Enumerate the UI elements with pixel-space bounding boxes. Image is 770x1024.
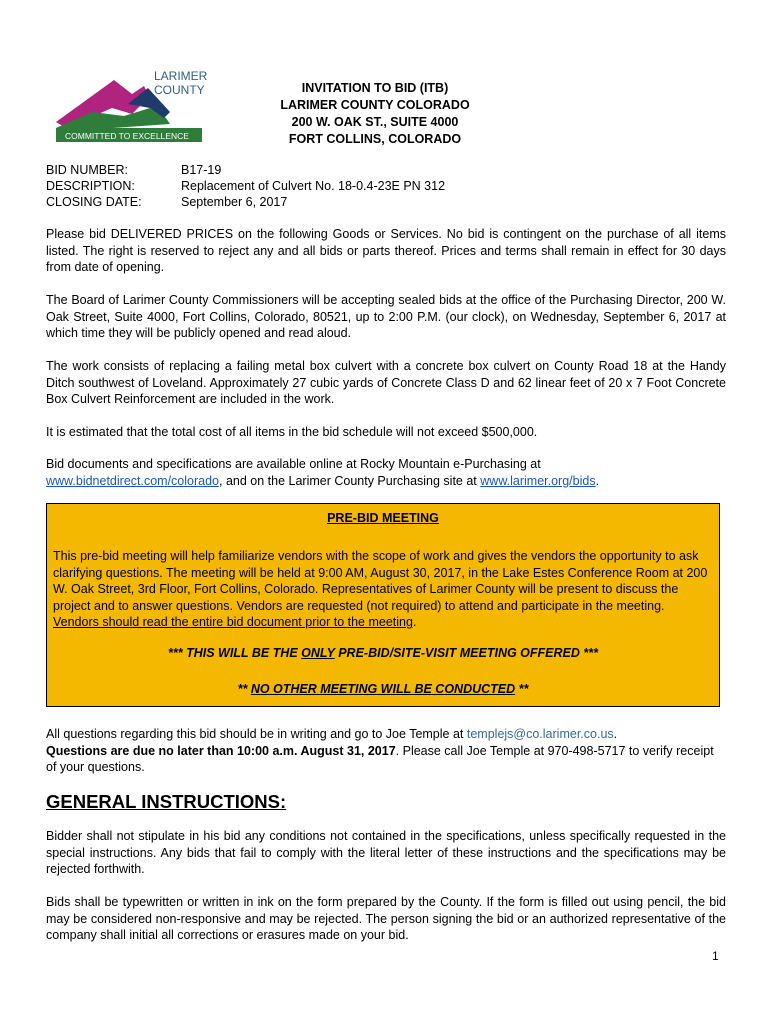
logo-line1: LARIMER: [154, 69, 208, 83]
no-other-text-a: **: [237, 681, 251, 696]
only-meeting-notice: [47, 645, 719, 661]
pre-bid-meeting-box: [46, 503, 720, 707]
cost-estimate-paragraph: It is estimated that the total cost of all items in the bid schedule will not exceed $500,000.: [46, 425, 538, 439]
general-instructions-title: GENERAL INSTRUCTIONS:: [46, 791, 287, 812]
only-text-underlined: ONLY: [301, 645, 335, 660]
questions-text-a: All questions regarding this bid should be in writing and go to Joe Temple at: [46, 727, 467, 741]
work-scope-paragraph: The work consists of replacing a failing metal box culvert with a concrete box culvert on County Road 18 at the Handy Ditch southwest of Loveland. Approximately 27 cubic yards of Concrete Class D and 62 linear feet of 20 x 7 Foot Concrete Box Culvert Reinforcement are included in the work.: [46, 359, 726, 406]
no-other-text-b: **: [515, 681, 529, 696]
general-instructions-p2: Bids shall be typewritten or written in ink on the form prepared by the County. If the form is filled out using pencil, the bid may be considered non-responsive and may be rejected. The person signing the bid or an authorized representative of the company shall initial all corrections or erasures made on your bid.: [46, 895, 726, 942]
logo-line2: COUNTY: [154, 83, 205, 97]
questions-due-notice: Questions are due no later than 10:00 a.m. August 31, 2017: [46, 743, 396, 758]
only-text-a: *** THIS WILL BE THE: [168, 645, 302, 660]
pre-bid-body-underlined: Vendors should read the entire bid document prior to the meeting: [53, 615, 413, 630]
pre-bid-body-end: .: [412, 615, 417, 630]
bid-docs-text-b: , and on the Larimer County Purchasing site at: [219, 473, 481, 488]
pre-bid-title: PRE-BID MEETING: [327, 511, 439, 525]
questions-text-c: . Please call Joe Temple at 970-498-5717 to verify receipt of your questions.: [46, 743, 714, 774]
contact-email-link[interactable]: templejs@co.larimer.co.us: [466, 727, 614, 741]
header-line4: FORT COLLINS, COLORADO: [288, 132, 462, 146]
larimer-county-logo: [52, 68, 234, 146]
bid-docs-text-a: Bid documents and specifications are available online at Rocky Mountain e-Purchasing at: [46, 457, 541, 471]
bid-info: [46, 162, 445, 210]
only-text-b: PRE-BID/SITE-VISIT MEETING OFFERED ***: [334, 645, 598, 660]
general-instructions-p1: Bidder shall not stipulate in his bid any conditions not contained in the specifications, unless specifically requested in the special instructions. Any bids that fail to comply with the literal letter of these instructions and the specifications may be rejected forthwith.: [46, 829, 726, 876]
larimer-bids-link[interactable]: www.larimer.org/bids: [480, 473, 596, 488]
bid-docs-text-c: .: [595, 473, 600, 488]
description-label: DESCRIPTION:: [46, 179, 135, 193]
closing-date-label: CLOSING DATE:: [46, 195, 142, 209]
questions-text-b: .: [613, 727, 618, 741]
bid-number-label: BID NUMBER:: [46, 163, 128, 177]
pre-bid-body-text: This pre-bid meeting will help familiarize vendors with the scope of work and gives the vendors the opportunity to ask clarifying questions. The meeting will be held at 9:00 AM, August 30, 2017, in the Lake Estes Conference Room at 200 W. Oak Street, 3rd Floor, Fort Collins, Colorado. Representatives of Larimer County will be present to discuss the project and to answer questions. Vendors are requested (not required) to attend and participate in the meeting.: [53, 549, 708, 613]
no-other-text-underlined: NO OTHER MEETING WILL BE CONDUCTED: [250, 681, 516, 696]
itb-header: [230, 80, 520, 148]
bid-number-value: B17-19: [181, 163, 222, 177]
closing-date-value: September 6, 2017: [181, 195, 288, 209]
header-line1: INVITATION TO BID (ITB): [301, 81, 449, 95]
sealed-bids-paragraph: The Board of Larimer County Commissioners will be accepting sealed bids at the office of the Purchasing Director, 200 W. Oak Street, Suite 4000, Fort Collins, Colorado, 80521, up to 2:00 P.M. (our clock), on Wednesday, September 6, 2017 at which time they will be publicly opened and read aloud.: [46, 293, 726, 340]
no-other-meeting-notice: [47, 681, 719, 697]
header-line2: LARIMER COUNTY COLORADO: [280, 98, 470, 112]
delivered-prices-paragraph: Please bid DELIVERED PRICES on the following Goods or Services. No bid is contingent on the purchase of all items listed. The right is reserved to reject any and all bids or parts thereof. Prices and terms shall remain in effect for 30 days from date of opening.: [46, 227, 726, 274]
header-line3: 200 W. OAK ST., SUITE 4000: [291, 115, 459, 129]
description-value: Replacement of Culvert No. 18-0.4-23E PN 312: [181, 179, 446, 193]
bid-documents-paragraph: [46, 456, 726, 489]
page-number: 1: [712, 949, 719, 963]
questions-paragraph: [46, 726, 726, 776]
bidnetdirect-link[interactable]: www.bidnetdirect.com/colorado: [46, 473, 219, 488]
pre-bid-body: [53, 548, 713, 631]
logo-tagline: COMMITTED TO EXCELLENCE: [65, 131, 189, 141]
